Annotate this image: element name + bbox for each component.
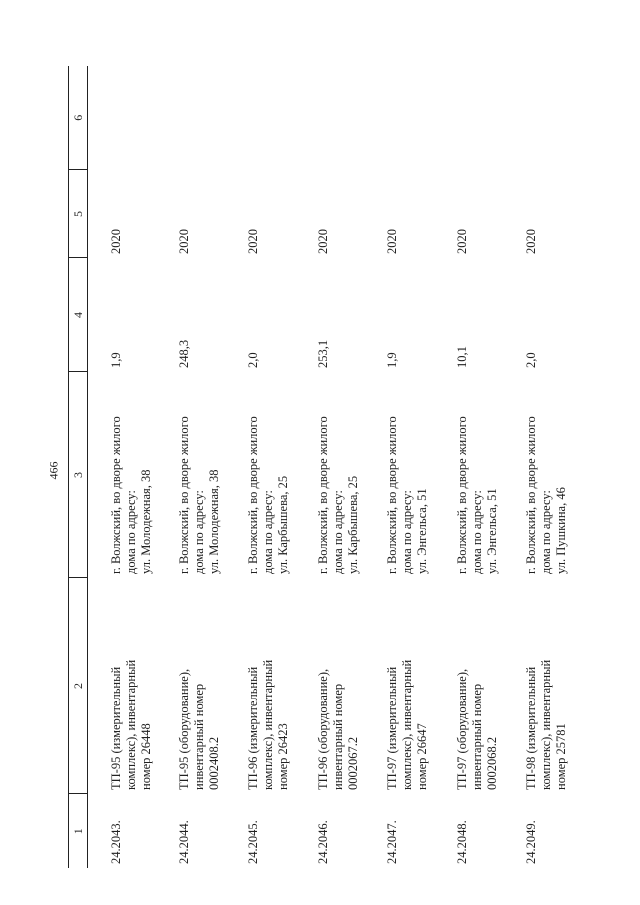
object-name-line: 0002408.2 bbox=[206, 736, 221, 790]
header-col-6: 6 bbox=[69, 66, 88, 170]
object-address-line: ул. Молодежная, 38 bbox=[139, 469, 153, 574]
object-value: 248,3 bbox=[176, 339, 191, 368]
object-address-line: г. Волжский, во дворе жилого bbox=[524, 416, 538, 574]
header-col-4: 4 bbox=[69, 258, 88, 372]
table-row bbox=[177, 66, 247, 868]
col6-cell bbox=[455, 66, 525, 170]
row-number: 24.2046. bbox=[315, 820, 330, 864]
object-name-line: комплекс), инвентарный bbox=[261, 659, 275, 790]
object-address-line: г. Волжский, во дворе жилого bbox=[385, 416, 399, 574]
object-year: 2020 bbox=[315, 229, 330, 254]
col6-cell bbox=[385, 66, 455, 170]
page-number: 466 bbox=[46, 461, 61, 480]
object-address-line: г. Волжский, во дворе жилого bbox=[246, 416, 260, 574]
object-name-line: инвентарный номер bbox=[330, 683, 345, 790]
object-name bbox=[524, 578, 594, 794]
object-address-line: ул. Карбышева, 25 bbox=[345, 475, 360, 574]
object-name bbox=[385, 578, 455, 794]
object-address-line: дома по адресу: bbox=[261, 490, 275, 574]
table-row bbox=[455, 66, 525, 868]
object-name-line: комплекс), инвентарный bbox=[400, 659, 414, 790]
header-col-1: 1 bbox=[69, 794, 88, 868]
row-number: 24.2049. bbox=[524, 820, 538, 864]
object-name bbox=[246, 578, 316, 794]
object-address-line: г. Волжский, во дворе жилого bbox=[109, 416, 123, 574]
header-col-2: 2 bbox=[69, 578, 88, 794]
property-table bbox=[68, 66, 594, 868]
object-value: 1,9 bbox=[109, 352, 123, 368]
object-address-line: г. Волжский, во дворе жилого bbox=[176, 416, 191, 574]
row-number: 24.2044. bbox=[176, 820, 191, 864]
col6-cell bbox=[88, 66, 177, 170]
row-number: 24.2045. bbox=[246, 820, 260, 864]
object-name-line: ТП-98 (измерительный bbox=[524, 666, 538, 790]
object-name-line: инвентарный номер bbox=[469, 683, 484, 790]
object-name-line: комплекс), инвентарный bbox=[539, 659, 553, 790]
object-value: 2,0 bbox=[524, 352, 538, 368]
object-name bbox=[177, 578, 247, 794]
rotated-page bbox=[68, 66, 589, 868]
object-name-line: ТП-95 (измерительный bbox=[109, 666, 123, 790]
col6-cell bbox=[524, 66, 594, 170]
object-address bbox=[385, 372, 455, 578]
object-address-line: ул. Карбышева, 25 bbox=[276, 475, 290, 574]
object-name-line: ТП-96 (измерительный bbox=[246, 666, 260, 790]
object-address bbox=[88, 372, 177, 578]
object-year: 2020 bbox=[246, 229, 260, 254]
object-address-line: дома по адресу: bbox=[124, 490, 138, 574]
col6-cell bbox=[246, 66, 316, 170]
object-name-line: ТП-95 (оборудование), bbox=[176, 668, 191, 790]
object-name bbox=[88, 578, 177, 794]
row-number: 24.2047. bbox=[385, 820, 399, 864]
object-year: 2020 bbox=[454, 229, 469, 254]
object-name-line: комплекс), инвентарный bbox=[124, 659, 138, 790]
row-number: 24.2043. bbox=[109, 820, 123, 864]
object-name-line: 0002067.2 bbox=[345, 736, 360, 790]
object-name-line: номер 26448 bbox=[139, 723, 153, 790]
table-row bbox=[246, 66, 316, 868]
object-name-line: номер 26647 bbox=[415, 723, 429, 790]
object-address-line: ул. Пушкина, 46 bbox=[554, 487, 568, 574]
header-row bbox=[69, 66, 88, 868]
object-address-line: дома по адресу: bbox=[539, 490, 553, 574]
object-name-line: ТП-96 (оборудование), bbox=[315, 668, 330, 790]
object-address-line: дома по адресу: bbox=[191, 490, 206, 574]
object-name-line: номер 26423 bbox=[276, 723, 290, 790]
object-address-line: ул. Энгельса, 51 bbox=[484, 488, 499, 574]
row-number: 24.2048. bbox=[454, 820, 469, 864]
object-name bbox=[455, 578, 525, 794]
table-row bbox=[385, 66, 455, 868]
object-address-line: ул. Молодежная, 38 bbox=[206, 469, 221, 574]
object-address-line: дома по адресу: bbox=[400, 490, 414, 574]
object-address bbox=[177, 372, 247, 578]
object-address bbox=[524, 372, 594, 578]
object-name-line: ТП-97 (измерительный bbox=[385, 666, 399, 790]
object-address bbox=[246, 372, 316, 578]
col6-cell bbox=[177, 66, 247, 170]
object-address bbox=[316, 372, 386, 578]
object-address-line: г. Волжский, во дворе жилого bbox=[454, 416, 469, 574]
object-value: 1,9 bbox=[385, 352, 399, 368]
object-year: 2020 bbox=[385, 229, 399, 254]
table-row bbox=[524, 66, 594, 868]
object-name-line: инвентарный номер bbox=[191, 683, 206, 790]
object-address-line: дома по адресу: bbox=[330, 490, 345, 574]
object-name-line: номер 25781 bbox=[554, 723, 568, 790]
header-col-5: 5 bbox=[69, 170, 88, 258]
table-row bbox=[316, 66, 386, 868]
object-address-line: дома по адресу: bbox=[469, 490, 484, 574]
object-name bbox=[316, 578, 386, 794]
object-year: 2020 bbox=[524, 229, 538, 254]
col6-cell bbox=[316, 66, 386, 170]
header-col-3: 3 bbox=[69, 372, 88, 578]
object-year: 2020 bbox=[176, 229, 191, 254]
object-name-line: ТП-97 (оборудование), bbox=[454, 668, 469, 790]
object-name-line: 0002068.2 bbox=[484, 736, 499, 790]
object-year: 2020 bbox=[109, 229, 123, 254]
table-row bbox=[88, 66, 177, 868]
object-address-line: ул. Энгельса, 51 bbox=[415, 488, 429, 574]
table-body bbox=[88, 66, 594, 868]
object-value: 253,1 bbox=[315, 339, 330, 368]
object-address-line: г. Волжский, во дворе жилого bbox=[315, 416, 330, 574]
object-address bbox=[455, 372, 525, 578]
object-value: 10,1 bbox=[454, 346, 469, 368]
object-value: 2,0 bbox=[246, 352, 260, 368]
